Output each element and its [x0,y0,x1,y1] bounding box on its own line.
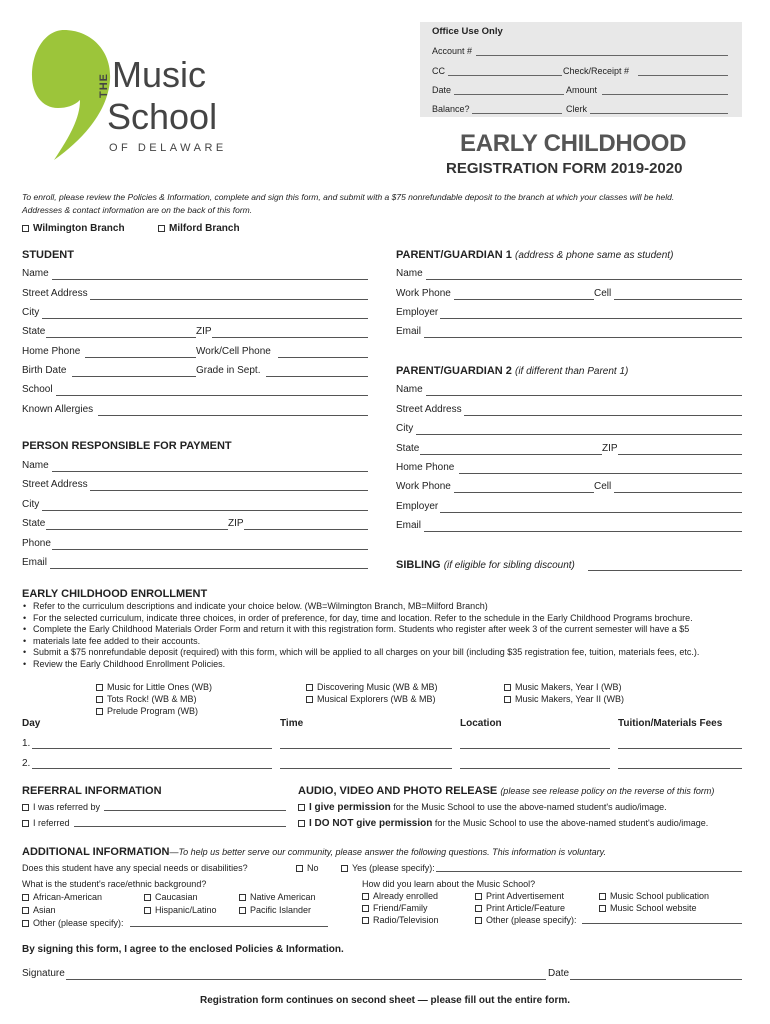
referred-line[interactable] [74,826,286,827]
logo-music: Music [112,54,207,95]
race-label: Other (please specify): [33,918,124,928]
release-not-bold: I DO NOT give permission [309,818,433,829]
release-give-option[interactable] [298,801,667,814]
program-checkbox[interactable] [504,684,511,691]
learn-option[interactable] [362,890,438,902]
parent2-email-label: Email [396,520,422,531]
race-other-line[interactable] [130,926,328,927]
payment-state-line[interactable] [46,529,228,530]
learn-label: Music School publication [610,891,710,901]
race-checkbox[interactable] [144,894,151,901]
release-not-option[interactable] [298,817,708,830]
payment-heading: PERSON RESPONSIBLE FOR PAYMENT [22,440,232,452]
learn-label: Print Article/Feature [486,903,566,913]
student-birth-date-line[interactable] [72,376,196,377]
learn-label: Friend/Family [373,903,428,913]
signing-statement: By signing this form, I agree to the enclosed Policies & Information. [22,944,344,955]
learn-option[interactable] [475,890,564,902]
student-street-label: Street Address [22,288,88,299]
branch-wilmington[interactable] [22,223,125,235]
choice-2-fees[interactable] [618,768,742,769]
learn-checkbox[interactable] [475,905,482,912]
student-home-phone-label: Home Phone [22,346,81,357]
referred-checkbox[interactable] [22,820,29,827]
wilmington-checkbox[interactable] [22,225,29,232]
program-option[interactable] [504,693,624,705]
payment-city-line[interactable] [42,510,368,511]
sibling-heading [396,559,575,572]
date-label: Date [548,968,570,979]
referred-by-checkbox[interactable] [22,804,29,811]
payment-email-label: Email [22,557,48,568]
yes-label: Yes (please specify): [352,863,435,873]
payment-street-label: Street Address [22,479,88,490]
student-city-line[interactable] [42,318,368,319]
program-checkbox[interactable] [96,684,103,691]
sibling-note: (if eligible for sibling discount) [443,560,575,571]
student-state-line[interactable] [46,337,196,338]
program-label: Discovering Music (WB & MB) [317,682,438,692]
race-option[interactable] [22,917,124,929]
intro-line-2: Addresses & contact information are on the back of this form. [22,205,253,215]
parent2-name-label: Name [396,384,423,395]
race-option[interactable] [144,891,198,903]
enrollment-bullet-4: • Submit a $75 nonrefundable deposit (required) with this form, which will be applied to all charges on your bill (including $35 registration fee, tuition, materials fees, etc.). [22,647,752,659]
col-time: Time [280,718,304,729]
program-option[interactable] [96,693,197,705]
parent2-zip-label: ZIP [602,443,618,454]
race-option[interactable] [22,904,56,916]
race-checkbox[interactable] [144,907,151,914]
parent1-heading [396,249,673,262]
enrollment-bullets [22,601,752,670]
no-label: No [307,863,319,873]
office-title: Office Use Only [432,26,503,37]
payment-email-line[interactable] [50,568,368,569]
parent1-name-label: Name [396,268,423,279]
choice-row-2-label: 2. [22,758,31,769]
office-date-line[interactable] [454,94,564,95]
release-give-bold: I give permission [309,802,391,813]
parent1-cell-line[interactable] [614,299,742,300]
student-zip-label: ZIP [196,326,212,337]
learn-label: Already enrolled [373,891,439,901]
race-label: Pacific Islander [250,905,312,915]
office-check-label: Check/Receipt # [563,66,630,76]
learn-option[interactable] [475,914,577,926]
enrollment-bullet-2: • For the selected curriculum, indicate three choices, in order of preference, for day, time and location. Refer to the schedule in the Early Childhood Programs brochure. [22,613,752,625]
intro-line-1: To enroll, please review the Policies & Information, complete and sign this form, and submit with a $75 nonrefundable deposit to the branch at which your classes will be held. [22,192,675,202]
program-label: Tots Rock! (WB & MB) [107,694,197,704]
col-day: Day [22,718,41,729]
parent2-home-phone-label: Home Phone [396,462,455,473]
choice-row-1-label: 1. [22,738,31,749]
student-work-cell-line[interactable] [278,357,368,358]
parent2-state-label: State [396,443,420,454]
student-work-cell-label: Work/Cell Phone [196,346,271,357]
program-checkbox[interactable] [306,684,313,691]
parent2-heading-text: PARENT/GUARDIAN 2 [396,365,512,377]
col-location: Location [460,718,502,729]
student-grade-line[interactable] [266,376,368,377]
referred-option[interactable] [22,817,70,829]
learn-label: Other (please specify): [486,915,577,925]
parent2-street-line[interactable] [464,415,742,416]
choice-2-location[interactable] [460,768,610,769]
parent1-employer-line[interactable] [440,318,742,319]
payment-state-label: State [22,518,46,529]
col-fees: Tuition/Materials Fees [618,718,723,729]
parent2-home-phone-line[interactable] [459,473,742,474]
parent2-city-label: City [396,423,414,434]
parent2-email-line[interactable] [424,531,742,532]
footer-note: Registration form continues on second sheet — please fill out the entire form. [199,995,571,1006]
date-line[interactable] [570,979,742,980]
referred-label: I referred [33,818,70,828]
enrollment-bullet-3-cont-text: materials late fee added to their accounts. [33,635,201,646]
learn-checkbox[interactable] [475,893,482,900]
release-heading-text: AUDIO, VIDEO AND PHOTO RELEASE [298,785,498,797]
release-not-checkbox[interactable] [298,820,305,827]
release-give-checkbox[interactable] [298,804,305,811]
milford-checkbox[interactable] [158,225,165,232]
parent1-employer-label: Employer [396,307,439,318]
logo [20,28,250,163]
program-label: Music Makers, Year II (WB) [515,694,625,704]
learn-checkbox[interactable] [475,917,482,924]
no-checkbox[interactable] [296,865,303,872]
referred-by-label: I was referred by [33,802,101,812]
race-label: Caucasian [155,892,198,902]
referral-heading: REFERRAL INFORMATION [22,785,162,797]
office-amount-line[interactable] [602,94,728,95]
parent1-note: (address & phone same as student) [514,250,674,261]
race-label: Native American [250,892,316,902]
enrollment-bullet-5: • Review the Early Childhood Enrollment Policies. [22,659,752,671]
payment-phone-label: Phone [22,538,51,549]
learn-checkbox[interactable] [362,917,369,924]
choice-1-fees[interactable] [618,748,742,749]
race-option[interactable] [22,891,102,903]
choice-1-location[interactable] [460,748,610,749]
branch-milford[interactable] [158,223,240,235]
program-checkbox[interactable] [96,696,103,703]
race-option[interactable] [239,891,316,903]
logo-of-delaware: OF DELAWARE [109,142,227,154]
additional-heading-text: ADDITIONAL INFORMATION [22,846,170,858]
special-needs-specify-line[interactable] [436,871,742,872]
parent2-work-phone-line[interactable] [454,492,594,493]
payment-zip-label: ZIP [228,518,244,529]
student-heading: STUDENT [22,249,74,261]
program-label: Prelude Program (WB) [107,706,199,716]
learn-label: Radio/Television [373,915,439,925]
logo-the: THE [98,73,110,98]
race-option[interactable] [144,904,217,916]
parent2-cell-label: Cell [594,481,612,492]
program-label: Musical Explorers (WB & MB) [317,694,436,704]
office-check-line[interactable] [638,75,728,76]
parent1-name-line[interactable] [426,279,742,280]
program-option[interactable] [306,681,438,693]
student-home-phone-line[interactable] [85,357,196,358]
program-option[interactable] [504,681,622,693]
parent2-employer-label: Employer [396,501,439,512]
parent2-zip-line[interactable] [618,454,742,455]
release-not-rest: for the Music School to use the above-named student's audio/image. [434,818,709,828]
payment-name-label: Name [22,460,49,471]
office-date-label: Date [432,85,452,95]
student-school-line[interactable] [56,395,368,396]
office-balance-line[interactable] [472,113,562,114]
student-zip-line[interactable] [212,337,368,338]
learn-option[interactable] [362,914,439,926]
parent1-cell-label: Cell [594,288,612,299]
learn-checkbox[interactable] [599,905,606,912]
milford-label: Milford Branch [169,223,240,234]
learn-label: Music School website [610,903,697,913]
parent1-heading-text: PARENT/GUARDIAN 1 [396,249,512,261]
payment-street-line[interactable] [90,490,368,491]
parent2-cell-line[interactable] [614,492,742,493]
wilmington-label: Wilmington Branch [33,223,125,234]
release-give-rest: for the Music School to use the above-named student's audio/image. [393,802,667,812]
choice-1-day[interactable] [32,748,272,749]
payment-zip-line[interactable] [244,529,368,530]
race-label: Asian [33,905,56,915]
office-use-box [420,22,742,117]
race-question: What is the student's race/ethnic background? [22,879,207,889]
sibling-heading-text: SIBLING [396,559,441,571]
race-checkbox[interactable] [239,894,246,901]
office-clerk-line[interactable] [590,113,728,114]
release-note: (please see release policy on the reverse of this form) [500,786,715,796]
form-subtitle: REGISTRATION FORM 2019-2020 [446,160,683,177]
additional-note: —To help us better serve our community, please answer the following questions. This information is voluntary. [169,847,607,857]
office-clerk-label: Clerk [566,104,588,114]
office-cc-line[interactable] [448,75,562,76]
student-allergies-line[interactable] [98,415,368,416]
race-checkbox[interactable] [22,907,29,914]
student-name-label: Name [22,268,49,279]
yes-checkbox[interactable] [341,865,348,872]
parent2-street-label: Street Address [396,404,462,415]
learn-option[interactable] [362,902,428,914]
parent2-name-line[interactable] [426,395,742,396]
special-needs-yes[interactable] [341,862,435,874]
program-option[interactable] [96,705,198,717]
parent2-note: (if different than Parent 1) [514,366,629,377]
referred-by-option[interactable] [22,801,100,813]
race-checkbox[interactable] [22,894,29,901]
office-cc-label: CC [432,66,445,76]
choice-1-time[interactable] [280,748,452,749]
student-grade-label: Grade in Sept. [196,365,261,376]
office-balance-label: Balance? [432,104,470,114]
race-checkbox[interactable] [239,907,246,914]
learn-checkbox[interactable] [362,905,369,912]
parent2-work-phone-label: Work Phone [396,481,451,492]
learn-option[interactable] [475,902,565,914]
learn-label: Print Advertisement [486,891,565,901]
learn-checkbox[interactable] [362,893,369,900]
special-needs-no[interactable] [296,862,319,874]
student-city-label: City [22,307,40,318]
office-amount-label: Amount [566,85,598,95]
parent2-heading [396,365,628,378]
program-label: Music for Little Ones (WB) [107,682,213,692]
parent1-work-phone-line[interactable] [454,299,594,300]
office-account-line[interactable] [476,55,728,56]
student-school-label: School [22,384,53,395]
payment-name-line[interactable] [52,471,368,472]
parent2-state-line[interactable] [420,454,602,455]
signature-label: Signature [22,968,65,979]
program-checkbox[interactable] [306,696,313,703]
program-checkbox[interactable] [504,696,511,703]
parent1-work-phone-label: Work Phone [396,288,451,299]
learn-checkbox[interactable] [599,893,606,900]
race-label: Hispanic/Latino [155,905,217,915]
race-option[interactable] [239,904,311,916]
student-birth-date-label: Birth Date [22,365,67,376]
enrollment-bullet-3: • Complete the Early Childhood Materials Order Form and return it with this registration form. Students who register after week 3 of the current semester will have a $5 [22,624,752,636]
learn-option[interactable] [599,890,709,902]
release-heading [298,785,714,798]
choice-2-day[interactable] [32,768,272,769]
logo-school: School [107,96,218,137]
parent2-employer-line[interactable] [440,512,742,513]
signature-line[interactable] [66,979,546,980]
student-allergies-label: Known Allergies [22,404,94,415]
additional-heading [22,846,606,859]
payment-city-label: City [22,499,40,510]
parent1-email-label: Email [396,326,422,337]
referred-by-line[interactable] [104,810,286,811]
program-label: Music Makers, Year I (WB) [515,682,622,692]
parent1-email-line[interactable] [424,337,742,338]
payment-phone-line[interactable] [52,549,368,550]
sibling-line[interactable] [588,570,742,571]
program-option[interactable] [306,693,436,705]
office-account-label: Account # [432,46,473,56]
student-state-label: State [22,326,46,337]
student-street-line[interactable] [90,299,368,300]
enrollment-heading: EARLY CHILDHOOD ENROLLMENT [22,588,208,600]
form-title: EARLY CHILDHOOD [460,130,687,157]
learn-question: How did you learn about the Music School? [362,879,536,889]
program-checkbox[interactable] [96,708,103,715]
special-needs-question: Does this student have any special needs or disabilities? [22,863,248,873]
program-option[interactable] [96,681,212,693]
race-checkbox[interactable] [22,920,29,927]
learn-other-line[interactable] [582,923,742,924]
learn-option[interactable] [599,902,697,914]
parent2-city-line[interactable] [416,434,742,435]
enrollment-bullet-3-cont [22,636,752,648]
race-label: African-American [33,892,103,902]
student-name-line[interactable] [52,279,368,280]
choice-2-time[interactable] [280,768,452,769]
enrollment-bullet-1: • Refer to the curriculum descriptions and indicate your choice below. (WB=Wilmington Branch, MB=Milford Branch) [22,601,752,613]
